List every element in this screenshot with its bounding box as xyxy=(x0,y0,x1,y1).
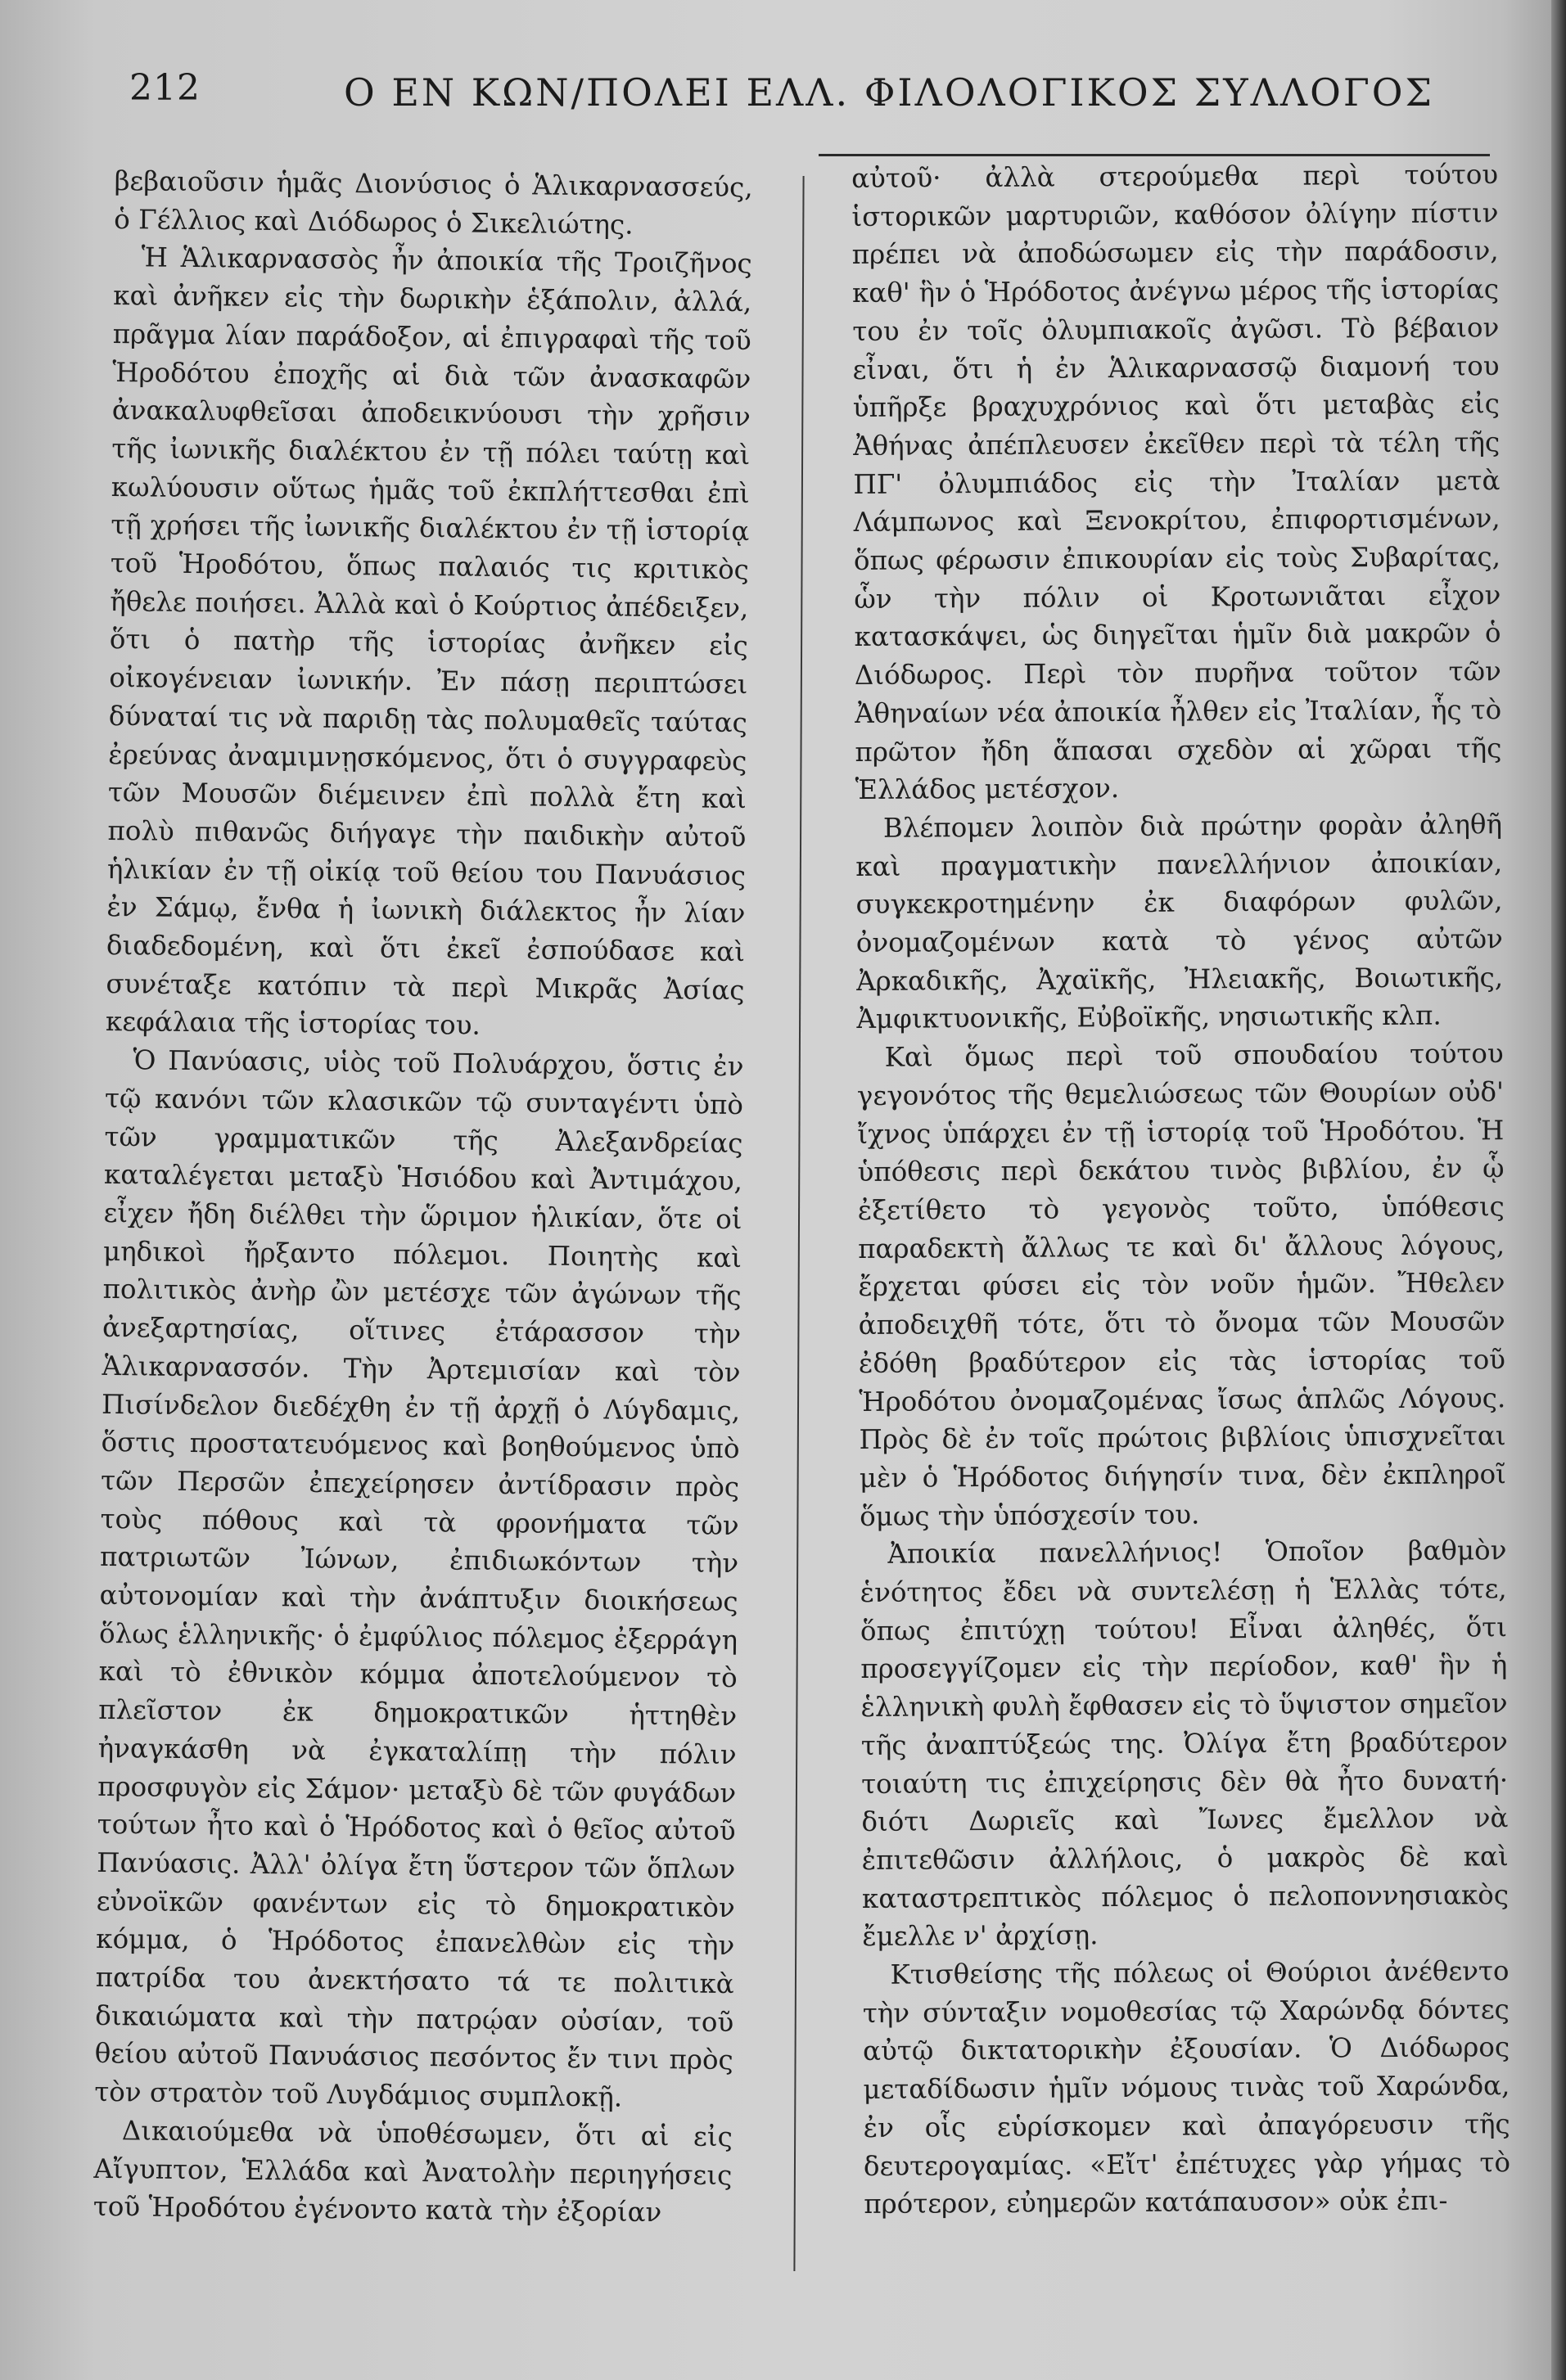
paragraph: Βλέπομεν λοιπὸν διὰ πρώτην φορὰν ἀληθῆ καὶ πραγματικὴν πανελλήνιον ἀποικίαν, συγκεκροτημένην ἐκ διαφόρων φυλῶν, ὀνομαζομένων κατὰ τὸ γένος αὐτῶν Ἀρκαδικῆς, Ἀχαϊκῆς, Ἠλειακῆς, Βοιωτικῆς, Ἀμφικτυονικῆς, Εὐβοϊκῆς, νησιωτικῆς κλπ. xyxy=(855,809,1504,1035)
paragraph: Ἀποικία πανελλήνιος! Ὁποῖον βαθμὸν ἑνότητος ἔδει νὰ συντελέσῃ ἡ Ἑλλὰς τότε, ὅπως ἐπιτύχῃ τούτου! Εἶναι ἀληθές, ὅτι προσεγγίζομεν εἰς τὴν περίοδον, καθ' ἣν ἡ ἑλληνικὴ φυλὴ ἔφθασεν εἰς τὸ ὕψιστον σημεῖον τῆς ἀναπτύξεώς της. Ὀλίγα ἔτη βραδύτερον τοιαύτη τις ἐπιχείρησις δὲν θὰ ἦτο δυνατή· διότι Δωριεῖς καὶ Ἴωνες ἔμελλον νὰ ἐπιτεθῶσιν ἀλλήλοις, ὁ μακρὸς δὲ καὶ καταστρεπτικὸς πόλεμος ὁ πελοποννησιακὸς ἔμελλε ν' ἀρχίσῃ. xyxy=(860,1535,1510,1953)
page-number: 212 xyxy=(129,67,201,109)
page-edge-shadow xyxy=(1551,0,1566,2380)
paragraph: Ἡ Ἁλικαρνασσὸς ἦν ἀποικία τῆς Τροιζῆνος καὶ ἀνῆκεν εἰς τὴν δωρικὴν ἑξάπολιν, ἀλλά, πρᾶγμα λίαν παράδοξον, αἱ ἐπιγραφαὶ τῆς τοῦ Ἡροδότου ἐποχῆς αἱ διὰ τῶν ἀνασκαφῶν ἀνακαλυφθεῖσαι ἀποδεικνύουσι τὴν χρῆσιν τῆς ἰωνικῆς διαλέκτου ἐν τῇ πόλει ταύτῃ καὶ κωλύουσιν οὕτως ἡμᾶς τοῦ ἐκπλήττεσθαι ἐπὶ τῇ χρήσει τῆς ἰωνικῆς διαλέκτου ἐν τῇ ἱστορίᾳ τοῦ Ἡροδότου, ὅπως παλαιός τις κριτικὸς ἤθελε ποιήσει. Ἀλλὰ καὶ ὁ Κούρτιος ἀπέδειξεν, ὅτι ὁ πατὴρ τῆς ἱστορίας ἀνῆκεν εἰς οἰκογένειαν ἰωνικήν. Ἐν πάσῃ περιπτώσει δύναταί τις νὰ παριδῃ τὰς πολυμαθεῖς ταύτας ἐρεύνας ἀναμιμνῃσκόμενος, ὅτι ὁ συγγραφεὺς τῶν Μουσῶν διέμεινεν ἐπὶ πολλὰ ἔτη καὶ πολὺ πιθανῶς διήγαγε τὴν παιδικὴν αὐτοῦ ἡλικίαν ἐν τῇ οἰκίᾳ τοῦ θείου του Πανυάσιος ἐν Σάμῳ, ἔνθα ἡ ἰωνικὴ διάλεκτος ἦν λίαν διαδεδομένη, καὶ ὅτι ἐκεῖ ἐσπούδασε καὶ συνέταξε κατόπιν τὰ περὶ Μικρᾶς Ἀσίας κεφάλαια τῆς ἱστορίας του. xyxy=(105,241,752,1042)
left-column xyxy=(93,162,753,2233)
paragraph: αὐτοῦ· ἀλλὰ στερούμεθα περὶ τούτου ἱστορικῶν μαρτυριῶν, καθόσον ὀλίγην πίστιν πρέπει νὰ ἀποδώσωμεν εἰς τὴν παράδοσιν, καθ' ἣν ὁ Ἡρόδοτος ἀνέγνω μέρος τῆς ἱστορίας του ἐν τοῖς ὀλυμπιακοῖς ἀγῶσι. Τὸ βέβαιον εἶναι, ὅτι ἡ ἐν Ἁλικαρνασσῷ διαμονή του ὑπῆρξε βραχυχρόνιος καὶ ὅτι μεταβὰς εἰς Ἀθήνας ἀπέπλευσεν ἐκεῖθεν περὶ τὰ τέλη τῆς ΠΓ' ὀλυμπιάδος εἰς τὴν Ἰταλίαν μετὰ Λάμπωνος καὶ Ξενοκρίτου, ἐπιφορτισμένων, ὅπως φέρωσιν ἐπικουρίαν εἰς τοὺς Συβαρίτας, ὧν τὴν πόλιν οἱ Κροτωνιᾶται εἶχον κατασκάψει, ὡς διηγεῖται ἡμῖν διὰ μακρῶν ὁ Διόδωρος. Περὶ τὸν πυρῆνα τοῦτον τῶν Ἀθηναίων νέα ἀποικία ἦλθεν εἰς Ἰταλίαν, ἧς τὸ πρῶτον ἤδη ἅπασαι σχεδὸν αἱ χῶραι τῆς Ἑλλάδος μετέσχον. xyxy=(851,159,1502,806)
running-title: Ο ΕΝ ΚΩΝ/ΠΟΛΕΙ ΕΛΛ. ΦΙΛΟΛΟΓΙΚΟΣ ΣΥΛΛΟΓΟΣ xyxy=(344,70,1434,115)
right-column xyxy=(851,156,1510,2224)
paragraph: Καὶ ὅμως περὶ τοῦ σπουδαίου τούτου γεγονότος τῆς θεμελιώσεως τῶν Θουρίων οὐδ' ἴχνος ὑπάρχει ἐν τῇ ἱστορίᾳ τοῦ Ἡροδότου. Ἡ ὑπόθεσις περὶ δεκάτου τινὸς βιβλίου, ἐν ᾧ ἐξετίθετο τὸ γεγονὸς τοῦτο, ὑπόθεσις παραδεκτὴ ἄλλως τε καὶ δι' ἄλλους λόγους, ἔρχεται φύσει εἰς τὸν νοῦν ἡμῶν. Ἤθελεν ἀποδειχθῆ τότε, ὅτι τὸ ὄνομα τῶν Μουσῶν ἐδόθη βραδύτερον εἰς τὰς ἱστορίας τοῦ Ἡροδότου ὀνομαζομένας ἴσως ἁπλῶς Λόγους. Πρὸς δὲ ἐν τοῖς πρώτοις βιβλίοις ὑπισχνεῖται μὲν ὁ Ἡρόδοτος διήγησίν τινα, δὲν ἐκπληροῖ ὅμως τὴν ὑπόσχεσίν του. xyxy=(856,1038,1506,1532)
paragraph: Δικαιούμεθα νὰ ὑποθέσωμεν, ὅτι αἱ εἰς Αἴγυπτον, Ἑλλάδα καὶ Ἀνατολὴν περιηγήσεις τοῦ Ἡροδότου ἐγένοντο κατὰ τὴν ἐξορίαν xyxy=(93,2115,733,2229)
column-divider xyxy=(793,176,804,2271)
paragraph: Ὁ Πανύασις, υἱὸς τοῦ Πολυάρχου, ὅστις ἐν τῷ κανόνι τῶν κλασικῶν τῷ συνταγέντι ὑπὸ τῶν γραμματικῶν τῆς Ἀλεξανδρείας καταλέγεται μεταξὺ Ἡσιόδου καὶ Ἀντιμάχου, εἶχεν ἤδη διέλθει τὴν ὥριμον ἡλικίαν, ὅτε οἱ μηδικοὶ ἤρξαντο πόλεμοι. Ποιητὴς καὶ πολιτικὸς ἀνὴρ ὢν μετέσχε τῶν ἀγώνων τῆς ἀνεξαρτησίας, οἵτινες ἐτάρασσον τὴν Ἁλικαρνασσόν. Τὴν Ἀρτεμισίαν καὶ τὸν Πισίνδελον διεδέχθη ἐν τῇ ἀρχῇ ὁ Λύγδαμις, ὅστις προστατευόμενος καὶ βοηθούμενος ὑπὸ τῶν Περσῶν ἐπεχείρησεν ἀντίδρασιν πρὸς τοὺς πόθους καὶ τὰ φρονήματα τῶν πατριωτῶν Ἰώνων, ἐπιδιωκόντων τὴν αὐτονομίαν καὶ τὴν ἀνάπτυξιν διοικήσεως ὅλως ἑλληνικῆς· ὁ ἐμφύλιος πόλεμος ἐξερράγη καὶ τὸ ἐθνικὸν κόμμα ἀποτελούμενον τὸ πλεῖστον ἐκ δημοκρατικῶν ἡττηθὲν ἠναγκάσθη νὰ ἐγκαταλίπῃ τὴν πόλιν προσφυγὸν εἰς Σάμον· μεταξὺ δὲ τῶν φυγάδων τούτων ἦτο καὶ ὁ Ἡρόδοτος καὶ ὁ θεῖος αὐτοῦ Πανύασις. Ἀλλ' ὀλίγα ἔτη ὕστερον τῶν ὅπλων εὐνοϊκῶν φανέντων εἰς τὸ δημοκρατικὸν κόμμα, ὁ Ἡρόδοτος ἐπανελθὼν εἰς τὴν πατρίδα του ἀνεκτήσατο τά τε πολιτικὰ δικαιώματα καὶ τὴν πατρῴαν οὐσίαν, τοῦ θείου αὐτοῦ Πανυάσιος πεσόντος ἔν τινι πρὸς τὸν στρατὸν τοῦ Λυγδάμιος συμπλοκῇ. xyxy=(94,1044,744,2113)
page-header xyxy=(123,59,1434,133)
paragraph: Κτισθείσης τῆς πόλεως οἱ Θούριοι ἀνέθεντο τὴν σύνταξιν νομοθεσίας τῷ Χαρώνδᾳ δόντες αὐτῷ δικτατορικὴν ἐξουσίαν. Ὁ Διόδωρος μεταδίδωσιν ἡμῖν νόμους τινὰς τοῦ Χαρώνδα, ἐν οἷς εὑρίσκομεν καὶ ἀπαγόρευσιν τῆς δευτερογαμίας. «Εἴτ' ἐπέτυχες γὰρ γήμας τὸ πρότερον, εὐημερῶν κατάπαυσον» οὐκ ἐπι- xyxy=(862,1955,1511,2220)
paragraph: βεβαιοῦσιν ἡμᾶς Διονύσιος ὁ Ἁλικαρνασσεύς, ὁ Γέλλιος καὶ Διόδωρος ὁ Σικελιώτης. xyxy=(114,165,753,241)
